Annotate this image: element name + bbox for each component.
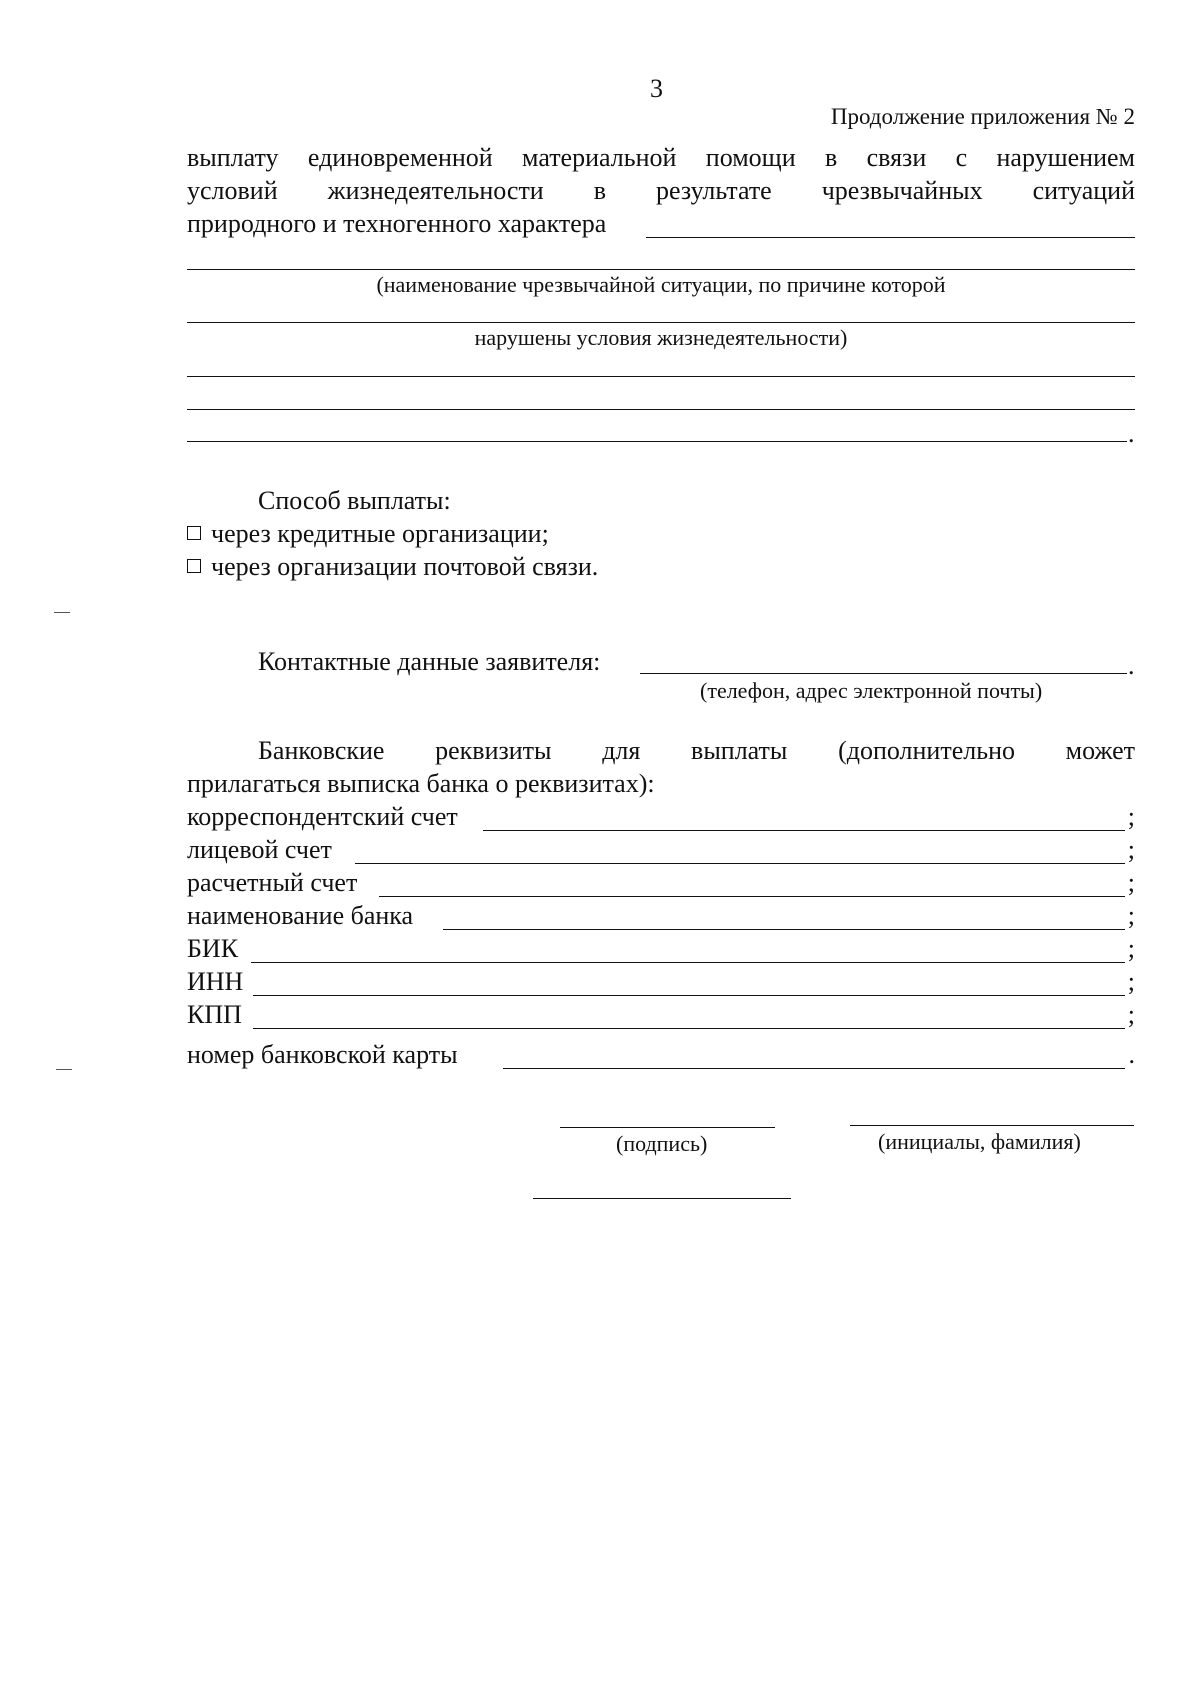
- emergency-caption-1: (наименование чрезвычайной ситуации, по причине которой: [376, 272, 946, 297]
- payment-title: Способ выплаты:: [258, 486, 451, 515]
- bank-intro-line-2: прилагаться выписка банка о реквизитах):: [187, 769, 655, 798]
- emergency-name-line-3[interactable]: [187, 376, 1135, 377]
- scan-mark-top: [54, 612, 70, 613]
- field-card-number-label: номер банковской карты: [187, 1040, 458, 1069]
- intro-line-1: выплату единовременной материальной помощи в связи с нарушением: [187, 143, 1135, 172]
- page-number: 3: [650, 74, 663, 103]
- field-bank-name[interactable]: [187, 901, 1135, 935]
- emergency-period: .: [1128, 419, 1135, 448]
- contacts-label: Контактные данные заявителя:: [258, 647, 601, 676]
- emergency-caption-2: нарушены условия жизнедеятельности): [474, 325, 848, 350]
- emergency-name-line-4[interactable]: [187, 409, 1135, 410]
- field-inn-end: ;: [1127, 967, 1135, 996]
- field-bank-name-label: наименование банка: [187, 901, 414, 930]
- field-personal-account-end: ;: [1127, 835, 1135, 864]
- payment-option-post[interactable]: [187, 552, 598, 582]
- checkbox-credit[interactable]: [187, 526, 201, 540]
- field-personal-account-label: лицевой счет: [187, 835, 332, 864]
- field-bik[interactable]: [187, 934, 1135, 968]
- field-settlement-account-line[interactable]: [379, 896, 1125, 897]
- payment-option-credit-label: через кредитные организации;: [211, 519, 549, 548]
- field-kpp-label: КПП: [187, 1000, 242, 1029]
- field-corr-account-line[interactable]: [483, 830, 1125, 831]
- name-line[interactable]: [850, 1125, 1134, 1126]
- field-settlement-account[interactable]: [187, 868, 1135, 902]
- payment-option-post-label: через организации почтовой связи.: [211, 552, 599, 581]
- signature-caption: (подпись): [616, 1131, 708, 1156]
- continuation-header: Продолжение приложения № 2: [830, 104, 1135, 129]
- checkbox-post[interactable]: [187, 559, 201, 573]
- field-corr-account[interactable]: [187, 802, 1135, 836]
- field-kpp-line[interactable]: [253, 1028, 1125, 1029]
- emergency-name-line-2[interactable]: [187, 322, 1135, 323]
- field-card-number[interactable]: [187, 1040, 1135, 1074]
- field-bank-name-end: ;: [1127, 901, 1135, 930]
- contacts-field[interactable]: [640, 673, 1127, 674]
- emergency-name-field[interactable]: [646, 237, 1135, 238]
- contacts-period: .: [1128, 651, 1135, 680]
- scan-mark-bottom: [56, 1069, 72, 1070]
- field-settlement-account-end: ;: [1127, 868, 1135, 897]
- contacts-caption: (телефон, адрес электронной почты): [700, 678, 1043, 703]
- field-card-number-line[interactable]: [503, 1068, 1125, 1069]
- intro-line-2: условий жизнедеятельности в результате чрезвычайных ситуаций: [187, 176, 1135, 205]
- emergency-name-line-5[interactable]: [187, 441, 1127, 442]
- name-caption: (инициалы, фамилия): [878, 1129, 1081, 1154]
- date-line[interactable]: [533, 1198, 791, 1199]
- field-bik-line[interactable]: [251, 962, 1125, 963]
- bank-intro-line-1: Банковские реквизиты для выплаты (дополнительно может: [258, 736, 1135, 765]
- field-corr-account-end: ;: [1127, 802, 1135, 831]
- signature-line[interactable]: [560, 1127, 775, 1128]
- field-inn-line[interactable]: [253, 995, 1125, 996]
- field-inn-label: ИНН: [187, 967, 244, 996]
- field-card-number-end: .: [1128, 1040, 1135, 1069]
- field-settlement-account-label: расчетный счет: [187, 868, 358, 897]
- payment-option-credit[interactable]: [187, 519, 549, 549]
- field-bik-label: БИК: [187, 934, 239, 963]
- field-personal-account-line[interactable]: [355, 863, 1125, 864]
- field-kpp[interactable]: [187, 1000, 1135, 1034]
- field-corr-account-label: корреспондентский счет: [187, 802, 458, 831]
- field-inn[interactable]: [187, 967, 1135, 1001]
- field-personal-account[interactable]: [187, 835, 1135, 869]
- intro-line-3: природного и техногенного характера: [187, 209, 607, 238]
- emergency-name-line-1[interactable]: [187, 269, 1135, 270]
- bank-intro-indent-word: [258, 736, 1135, 766]
- field-bank-name-line[interactable]: [443, 929, 1125, 930]
- field-kpp-end: ;: [1127, 1000, 1135, 1029]
- field-bik-end: ;: [1127, 934, 1135, 963]
